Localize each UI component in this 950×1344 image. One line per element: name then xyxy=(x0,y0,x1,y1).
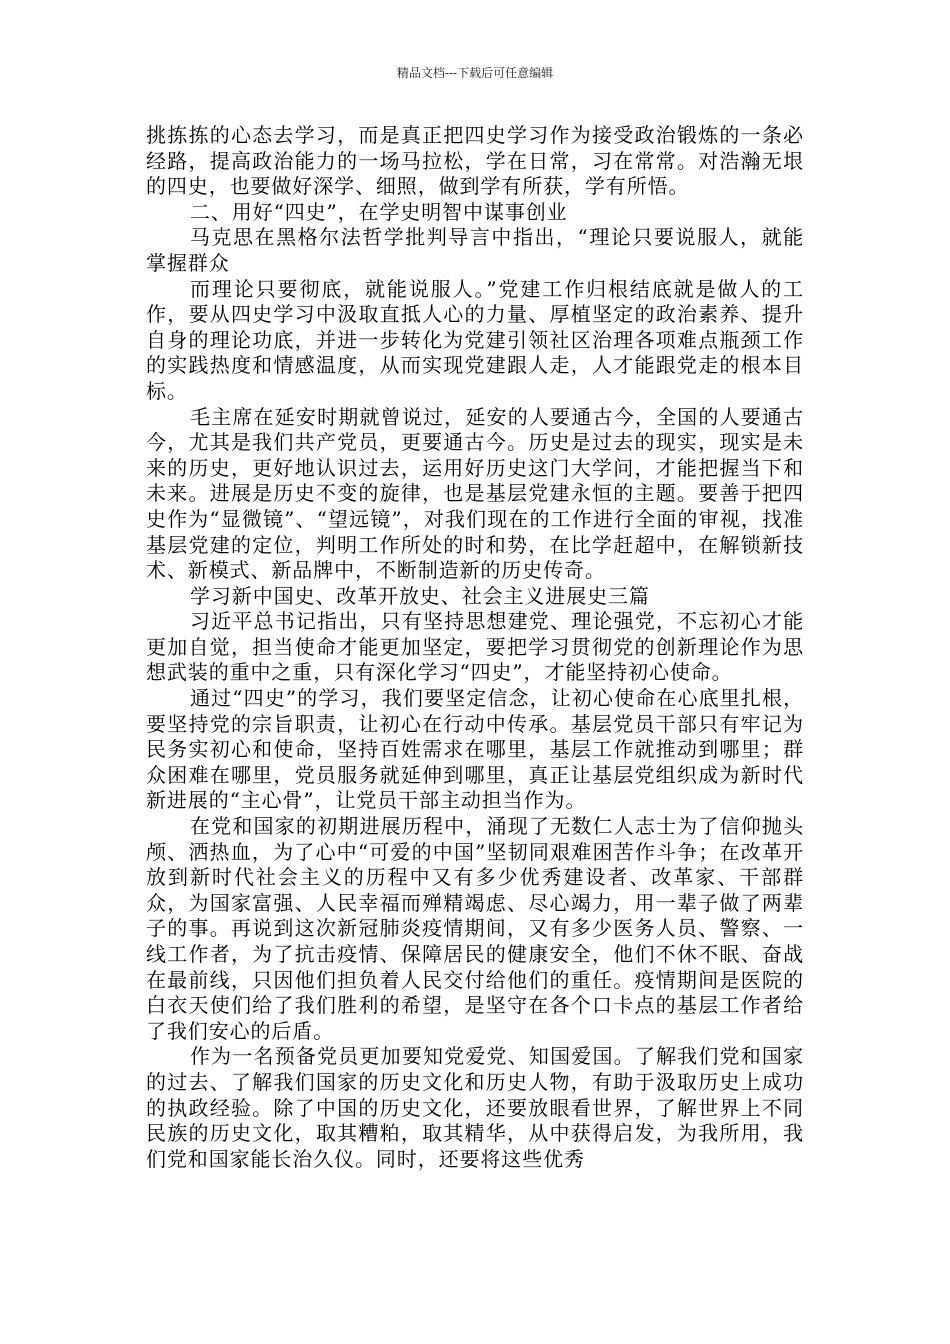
paragraph-continuation: 挑拣拣的心态去学习，而是真正把四史学习作为接受政治锻炼的一条必经路，提高政治能力的一场马拉松，学在日常，习在常常。对浩瀚无垠的四史，也要做好深学、细照，做到学有所获，学有所悟。 xyxy=(146,123,804,199)
paragraph: 通过“四史”的学习，我们要坚定信念，让初心使命在心底里扎根，要坚持党的宗旨职责，让初心在行动中传承。基层党员干部只有牢记为民务实初心和使命，坚持百姓需求在哪里，基层工作就推动到哪里；群众困难在哪里，党员服务就延伸到哪里，真正让基层党组织成为新时代新进展的“主心骨”，让党员干部主动担当作为。 xyxy=(146,686,804,813)
paragraph: 马克思在黑格尔法哲学批判导言中指出，“理论只要说服人，就能掌握群众 xyxy=(146,225,804,275)
page-header: 精品文档---下载后可任意编辑 xyxy=(396,66,554,80)
paragraph: 作为一名预备党员更加要知党爱党、知国爱国。了解我们党和国家的过去、了解我们国家的历史文化和历史人物，有助于汲取历史上成功的执政经验。除了中国的历史文化，还要放眼看世界，了解世界上不同民族的历史文化，取其糟粕，取其精华，从中获得启发，为我所用，我们党和国家能长治久仪。同时，还要将这些优秀 xyxy=(146,1044,804,1171)
paragraph: 在党和国家的初期进展历程中，涌现了无数仁人志士为了信仰抛头颅、洒热血，为了心中“可爱的中国”坚韧同艰难困苦作斗争；在改革开放到新时代社会主义的历程中又有多少优秀建设者、改革家、干部群众，为国家富强、人民幸福而殚精竭虑、尽心竭力，用一辈子做了两辈子的事。再说到这次新冠肺炎疫情期间，又有多少医务人员、警察、一线工作者，为了抗击疫情、保障居民的健康安全，他们不休不眠、奋战在最前线，只因他们担负着人民交付给他们的重任。疫情期间是医院的白衣天使们给了我们胜利的希望，是坚守在各个口卡点的基层工作者给了我们安心的后盾。 xyxy=(146,814,804,1043)
document-body xyxy=(146,123,804,1172)
section-heading: 学习新中国史、改革开放史、社会主义进展史三篇 xyxy=(190,583,650,608)
paragraph: 毛主席在延安时期就曾说过，延安的人要通古今，全国的人要通古今，尤其是我们共产党员，更要通古今。历史是过去的现实，现实是未来的历史，更好地认识过去，运用好历史这门大学问，才能把握当下和未来。进展是历史不变的旋律，也是基层党建永恒的主题。要善于把四史作为“显微镜”、“望远镜”，对我们现在的工作进行全面的审视，找准基层党建的定位，判明工作所处的时和势，在比学赶超中，在解锁新技术、新模式、新品牌中，不断制造新的历史传奇。 xyxy=(146,404,804,583)
section-heading: 二、用好“四史”，在学史明智中谋事创业 xyxy=(190,199,568,224)
paragraph: 而理论只要彻底，就能说服人。”党建工作归根结底就是做人的工作，要从四史学习中汲取直抵人心的力量、厚植坚定的政治素养、提升自身的理论功底，并进一步转化为党建引领社区治理各项难点瓶颈工作的实践热度和情感温度，从而实现党建跟人走，人才能跟党走的根本目标。 xyxy=(146,276,804,403)
paragraph: 习近平总书记指出，只有坚持思想建党、理论强党，不忘初心才能更加自觉，担当使命才能更加坚定，要把学习贯彻党的创新理论作为思想武装的重中之重，只有深化学习“四史”，才能坚持初心使命。 xyxy=(146,609,804,685)
